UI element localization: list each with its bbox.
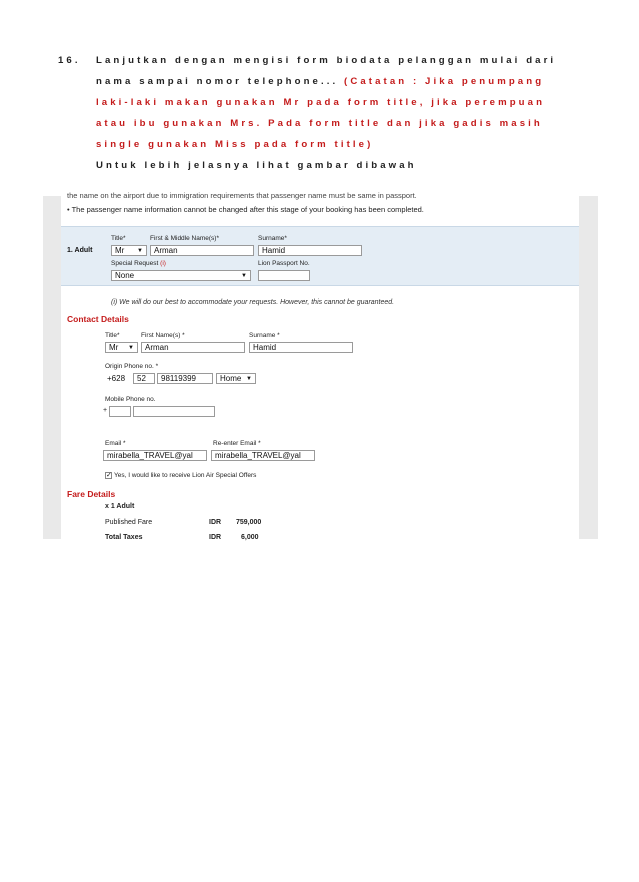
instruction-note-start: (Catatan : Jika penumpang	[344, 76, 545, 87]
passport-input[interactable]	[258, 270, 310, 281]
origin-country-code: +628	[107, 374, 126, 383]
total-taxes-label: Total Taxes	[105, 534, 143, 541]
contact-surname-label: Surname *	[249, 332, 280, 339]
name-change-note-text: The passenger name information cannot be changed after this stage of your booking has been completed.	[71, 205, 424, 214]
published-fare-currency: IDR	[209, 519, 222, 526]
instruction-line-1: Lanjutkan dengan mengisi form biodata pelanggan mulai dari	[96, 55, 557, 66]
contact-title-value: Mr	[109, 343, 119, 352]
instruction-line-5: single gunakan Miss pada form title)	[96, 139, 374, 150]
email-label: Email *	[105, 440, 126, 447]
special-request-label-text: Special Request	[111, 260, 159, 267]
published-fare-label: Published Fare	[105, 519, 153, 526]
email-input[interactable]: mirabella_TRAVEL@yal	[103, 450, 207, 461]
origin-number-input[interactable]: 98119399	[157, 373, 213, 384]
passport-label: Lion Passport No.	[258, 260, 310, 267]
passenger-section	[61, 226, 579, 286]
fare-pax-count: x 1 Adult	[105, 503, 135, 510]
phone-type-select[interactable]	[216, 373, 256, 384]
contact-title-select[interactable]	[105, 342, 138, 353]
immigration-note: the name on the airport due to immigration requirements that passenger name must be same in passport.	[67, 191, 417, 200]
mobile-area-input[interactable]	[109, 406, 131, 417]
origin-phone-label: Origin Phone no. *	[105, 363, 159, 370]
instruction-line-4: atau ibu gunakan Mrs. Pada form title dan jika gadis masih	[96, 118, 543, 129]
special-offers-checkbox[interactable]: ✓	[106, 472, 112, 479]
total-taxes-amount: 6,000	[241, 534, 259, 541]
passenger-label: 1. Adult	[67, 247, 93, 254]
chevron-down-icon: ▼	[246, 376, 252, 382]
first-name-label: First & Middle Name(s)*	[150, 235, 219, 242]
special-request-note: (i) We will do our best to accommodate your requests. However, this cannot be guaranteed.	[111, 299, 395, 306]
info-icon: (i)	[160, 260, 166, 267]
contact-title-label: Title*	[105, 332, 120, 339]
chevron-down-icon: ▼	[241, 273, 247, 279]
chevron-down-icon: ▼	[128, 345, 134, 351]
reenter-email-input[interactable]: mirabella_TRAVEL@yal	[211, 450, 315, 461]
contact-first-name-input[interactable]: Arman	[141, 342, 245, 353]
published-fare-amount: 759,000	[236, 519, 262, 526]
special-offers-label: Yes, I would like to receive Lion Air Special Offers	[114, 472, 257, 479]
name-change-note: • The passenger name information cannot be changed after this stage of your booking has been completed.	[67, 205, 424, 214]
special-request-value: None	[115, 271, 135, 280]
title-select[interactable]	[111, 245, 147, 256]
mobile-number-input[interactable]	[133, 406, 215, 417]
surname-label: Surname*	[258, 235, 287, 242]
special-request-select[interactable]	[111, 270, 251, 281]
reenter-email-label: Re-enter Email *	[213, 440, 261, 447]
contact-details-heading: Contact Details	[67, 314, 129, 324]
surname-input[interactable]: Hamid	[258, 245, 362, 256]
title-label: Title*	[111, 235, 126, 242]
chevron-down-icon: ▼	[137, 248, 143, 254]
contact-surname-input[interactable]: Hamid	[249, 342, 353, 353]
mobile-country-code: +	[103, 407, 108, 414]
first-name-input[interactable]: Arman	[150, 245, 254, 256]
total-taxes-currency: IDR	[209, 534, 222, 541]
step-number: 16.	[58, 55, 81, 66]
instruction-line-3: laki-laki makan gunakan Mr pada form title, jika perempuan	[96, 97, 546, 108]
instruction-line-6: Untuk lebih jelasnya lihat gambar dibawah	[96, 160, 417, 171]
mobile-phone-label: Mobile Phone no.	[105, 396, 156, 403]
title-select-value: Mr	[115, 246, 125, 255]
form-panel	[61, 191, 579, 541]
instruction-line-2-text: nama sampai nomor telephone...	[96, 76, 345, 87]
instruction-line-2	[96, 71, 544, 92]
booking-form-screenshot	[43, 191, 598, 541]
contact-first-name-label: First Name(s) *	[141, 332, 185, 339]
phone-type-value: Home	[220, 374, 242, 383]
special-request-label	[111, 260, 166, 267]
fare-details-heading: Fare Details	[67, 489, 116, 499]
origin-area-input[interactable]: 52	[133, 373, 155, 384]
